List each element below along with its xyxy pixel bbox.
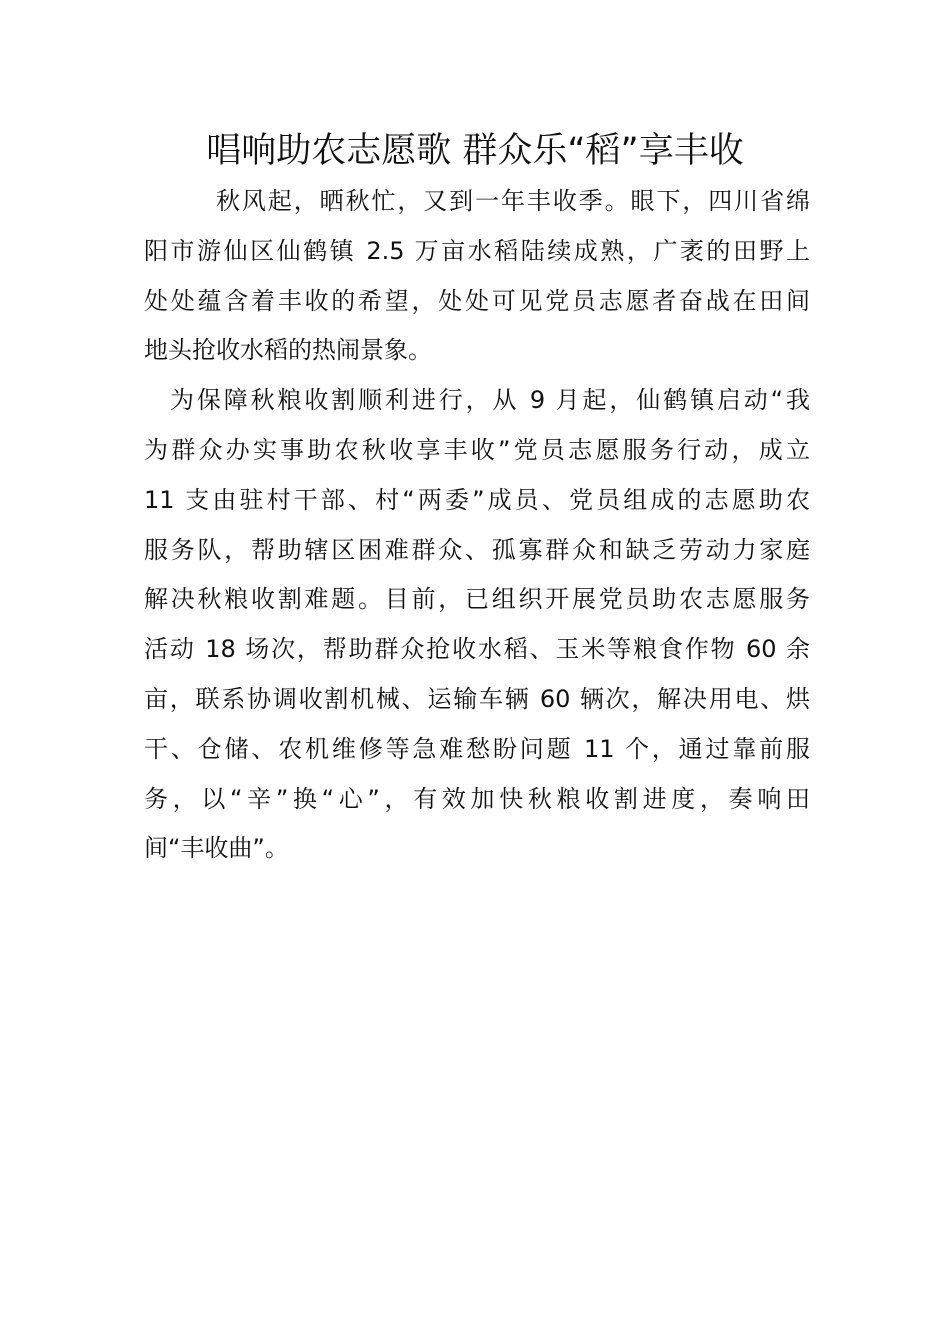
paragraph-line: 间“丰收曲”。	[144, 834, 289, 863]
paragraph-line: 解决秋粮收割难题。目前，已组织开展党员助农志愿服务	[144, 585, 810, 614]
paragraph-line: 干、仓储、农机维修等急难愁盼问题 11 个，通过靠前服	[144, 734, 810, 763]
document-body	[144, 177, 810, 874]
paragraph-1	[144, 177, 810, 376]
paragraph-line: 处处蕴含着丰收的希望，处处可见党员志愿者奋战在田间	[144, 286, 810, 315]
paragraph-line: 为保障秋粮收割顺利进行，从 9 月起，仙鹤镇启动“我	[170, 386, 810, 415]
paragraph-line: 11 支由驻村干部、村“两委”成员、党员组成的志愿助农	[144, 485, 810, 514]
document-title: 唱响助农志愿歌 群众乐“稻”享丰收	[206, 131, 744, 171]
paragraph-line: 活动 18 场次，帮助群众抢收水稻、玉米等粮食作物 60 余	[144, 635, 810, 664]
paragraph-2	[144, 376, 810, 874]
paragraph-line: 务，以“辛”换“心”，有效加快秋粮收割进度，奏响田	[144, 784, 810, 813]
paragraph-line: 亩，联系协调收割机械、运输车辆 60 辆次，解决用电、烘	[144, 684, 810, 713]
paragraph-line: 地头抢收水稻的热闹景象。	[144, 336, 432, 365]
paragraph-line: 阳市游仙区仙鹤镇 2.5 万亩水稻陆续成熟，广袤的田野上	[144, 236, 810, 265]
paragraph-line: 为群众办实事助农秋收享丰收”党员志愿服务行动，成立	[144, 435, 810, 464]
paragraph-line: 秋风起，晒秋忙，又到一年丰收季。眼下，四川省绵	[216, 187, 810, 215]
paragraph-line: 服务队，帮助辖区困难群众、孤寡群众和缺乏劳动力家庭	[144, 535, 810, 564]
